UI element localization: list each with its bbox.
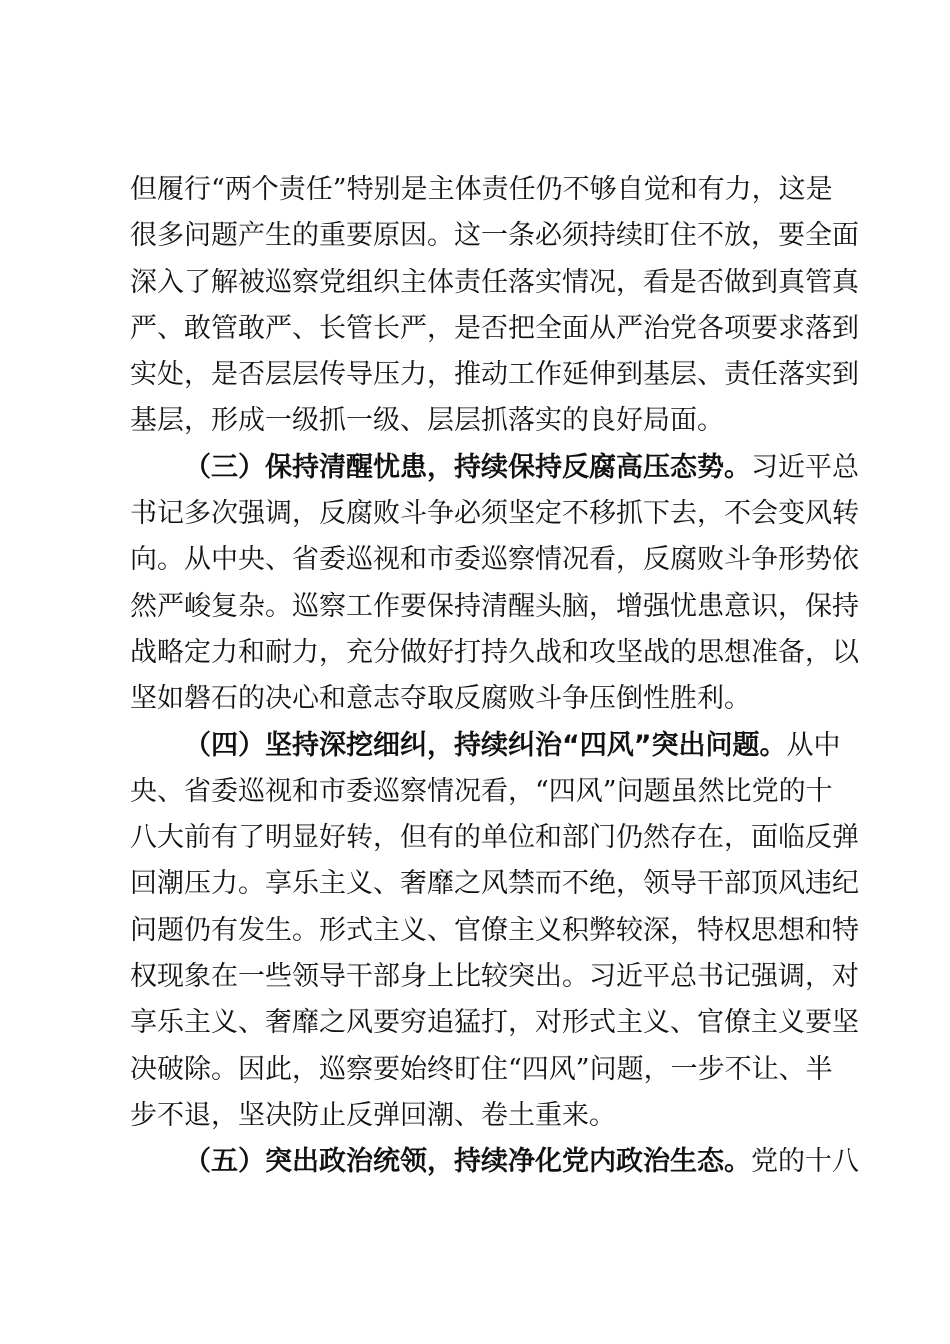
paragraph-section-5 xyxy=(130,1139,859,1185)
paragraph-first-line-text: 习近平总 xyxy=(751,451,859,483)
paragraph-first-line xyxy=(130,1139,859,1185)
text-line: 但履行“两个责任”特别是主体责任仍不够自觉和有力，这是 xyxy=(130,174,833,205)
text-line: 八大前有了明显好转，但有的单位和部门仍然存在，面临反弹 xyxy=(130,822,859,854)
text-line: 深入了解被巡察党组织主体责任落实情况，看是否做到真管真 xyxy=(130,266,859,298)
text-line: 权现象在一些领导干部身上比较突出。习近平总书记强调，对 xyxy=(130,961,859,993)
text-line: 回潮压力。享乐主义、奢靡之风禁而不绝，领导干部顶风违纪 xyxy=(130,868,859,900)
text-line: 坚如磐石的决心和意志夺取反腐败斗争压倒性胜利。 xyxy=(130,683,751,715)
text-line: 战略定力和耐力，充分做好打持久战和攻坚战的思想准备，以 xyxy=(130,636,859,668)
section-heading: （三）保持清醒忧患，持续保持反腐高压态势。 xyxy=(184,451,751,483)
paragraph-continuation xyxy=(130,167,859,445)
text-line: 严、敢管敢严、长管长严，是否把全面从严治党各项要求落到 xyxy=(130,312,859,344)
text-line: 问题仍有发生。形式主义、官僚主义积弊较深，特权思想和特 xyxy=(130,914,859,946)
text-line: 基层，形成一级抓一级、层层抓落实的良好局面。 xyxy=(130,405,724,437)
paragraph-section-3 xyxy=(130,445,859,723)
text-line: 决破除。因此，巡察要始终盯住“四风”问题，一步不让、半 xyxy=(130,1053,833,1085)
paragraph-first-line-text: 党的十八 xyxy=(751,1146,859,1178)
section-heading: （四）坚持深挖细纠，持续纠治“四风”突出问题。 xyxy=(184,729,787,761)
text-line: 书记多次强调，反腐败斗争必须坚定不移抓下去，不会变风转 xyxy=(130,498,859,530)
text-line: 享乐主义、奢靡之风要穷追猛打，对形式主义、官僚主义要坚 xyxy=(130,1007,859,1039)
text-line: 然严峻复杂。巡察工作要保持清醒头脑，增强忧患意识，保持 xyxy=(130,590,859,622)
paragraph-first-line xyxy=(130,723,841,769)
text-line: 实处，是否层层传导压力，推动工作延伸到基层、责任落实到 xyxy=(130,359,859,391)
text-line: 央、省委巡视和市委巡察情况看，“四风”问题虽然比党的十 xyxy=(130,775,833,807)
text-line: 很多问题产生的重要原因。这一条必须持续盯住不放，要全面 xyxy=(130,220,859,252)
section-heading: （五）突出政治统领，持续净化党内政治生态。 xyxy=(184,1146,751,1178)
paragraph-section-4 xyxy=(130,723,859,1140)
paragraph-first-line-text: 从中 xyxy=(786,729,841,761)
paragraph-first-line xyxy=(130,445,859,491)
text-line: 步不退，坚决防止反弹回潮、卷土重来。 xyxy=(130,1099,616,1131)
text-line: 向。从中央、省委巡视和市委巡察情况看，反腐败斗争形势依 xyxy=(130,544,859,576)
